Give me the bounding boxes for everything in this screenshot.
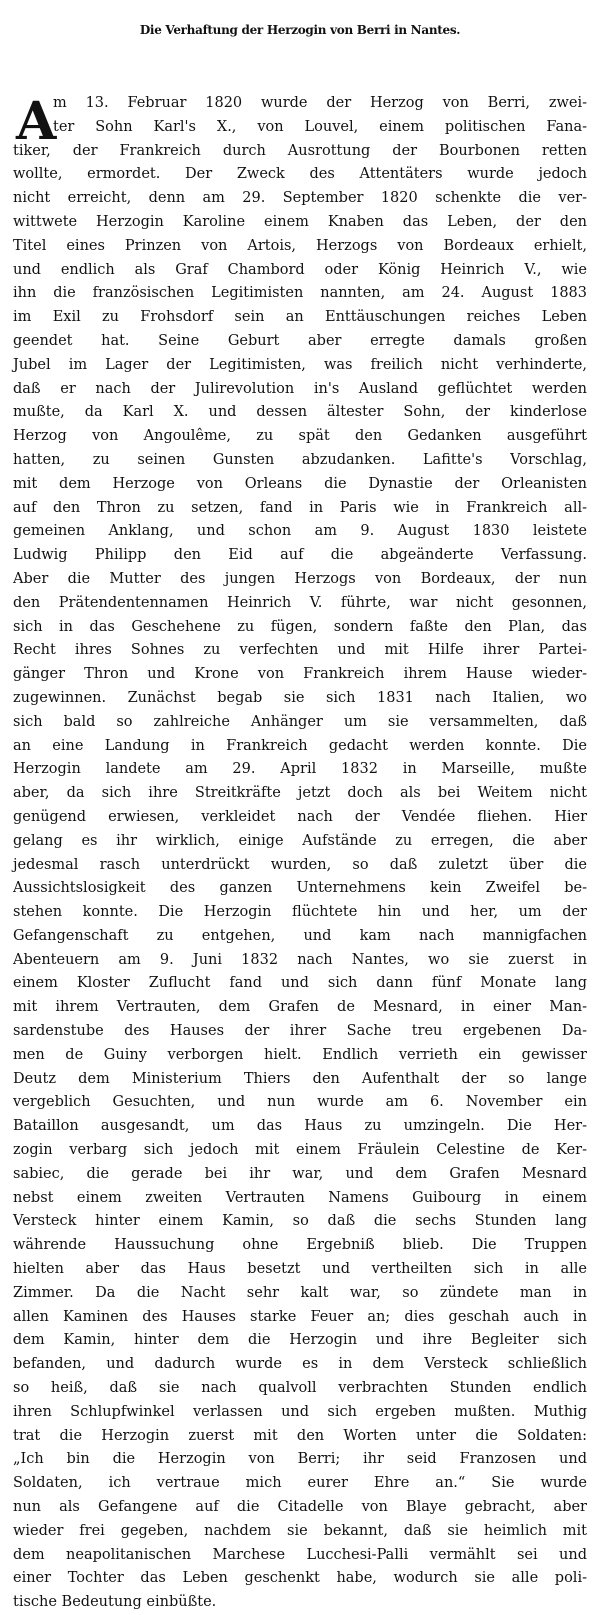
- text-line: men de Guiny verborgen hielt. Endlich verrieth ein gewisser: [13, 1046, 587, 1063]
- text-line: wollte, ermordet. Der Zweck des Attentäters wurde jedoch: [13, 166, 587, 183]
- text-line: wittwete Herzogin Karoline einem Knaben das Leben, der den: [13, 213, 587, 230]
- text-line: allen Kaminen des Hauses starke Feuer an; dies geschah auch in: [13, 1308, 587, 1325]
- text-line: daß er nach der Julirevolution in's Ausland geflüchtet werden: [13, 380, 587, 397]
- text-line: Ludwig Philipp den Eid auf die abgeänderte Verfassung.: [13, 547, 587, 564]
- text-line: Herzogin landete am 29. April 1832 in Marseille, mußte: [13, 761, 587, 778]
- text-line: einem Kloster Zuflucht fand und sich dann fünf Monate lang: [13, 975, 587, 992]
- text-line: Aber die Mutter des jungen Herzogs von Bordeaux, der nun: [13, 570, 587, 587]
- text-line: mußte, da Karl X. und dessen ältester Sohn, der kinderlose: [13, 404, 587, 421]
- text-line: zogin verbarg sich jedoch mit einem Fräulein Celestine de Ker-: [13, 1142, 587, 1159]
- text-line: so heiß, daß sie nach qualvoll verbrachten Stunden endlich: [13, 1380, 587, 1397]
- text-line: nebst einem zweiten Vertrauten Namens Guibourg in einem: [13, 1189, 587, 1206]
- text-line: dem Kamin, hinter dem die Herzogin und ihre Begleiter sich: [13, 1332, 587, 1349]
- text-line: an eine Landung in Frankreich gedacht werden konnte. Die: [13, 737, 587, 754]
- text-line: befanden, und dadurch wurde es in dem Versteck schließlich: [13, 1356, 587, 1373]
- text-line: Deutz dem Ministerium Thiers den Aufenthalt der so lange: [13, 1070, 587, 1087]
- text-line: auf den Thron zu setzen, fand in Paris wie in Frankreich all-: [13, 499, 587, 516]
- text-line: Gefangenschaft zu entgehen, und kam nach mannigfachen: [13, 927, 587, 944]
- text-line: hatten, zu seinen Gunsten abzudanken. Lafitte's Vorschlag,: [13, 451, 587, 468]
- text-line: m 13. Februar 1820 wurde der Herzog von Berri, zwei-: [53, 95, 587, 111]
- text-line: zugewinnen. Zunächst begab sie sich 1831 nach Italien, wo: [13, 689, 587, 706]
- text-line: sich bald so zahlreiche Anhänger um sie versammelten, daß: [13, 713, 587, 730]
- text-line: den Prätendentennamen Heinrich V. führte, war nicht gesonnen,: [13, 594, 587, 611]
- text-line: tiker, der Frankreich durch Ausrottung der Bourbonen retten: [13, 142, 587, 159]
- text-line: Abenteuern am 9. Juni 1832 nach Nantes, wo sie zuerst in: [13, 951, 587, 968]
- text-line: währende Haussuchung ohne Ergebniß blieb. Die Truppen: [13, 1237, 587, 1254]
- text-line: mit dem Herzoge von Orleans die Dynastie der Orleanisten: [13, 475, 587, 492]
- text-line: vergeblich Gesuchten, und nun wurde am 6. November ein: [13, 1094, 587, 1111]
- text-line: jedesmal rasch unterdrückt wurden, so daß zuletzt über die: [13, 856, 587, 873]
- text-line: sardenstube des Hauses der ihrer Sache treu ergebenen Da-: [13, 1023, 587, 1040]
- text-line: im Exil zu Frohsdorf sein an Enttäuschungen reiches Leben: [13, 309, 587, 326]
- text-line: sich in das Geschehene zu fügen, sondern faßte den Plan, das: [13, 618, 587, 635]
- text-line: gänger Thron und Krone von Frankreich ihrem Hause wieder-: [13, 666, 587, 683]
- text-line: Titel eines Prinzen von Artois, Herzogs von Bordeaux erhielt,: [13, 237, 587, 254]
- text-line: dem neapolitanischen Marchese Lucchesi-Palli vermählt sei und: [13, 1546, 587, 1563]
- article-body: [13, 92, 587, 1615]
- text-line: tische Bedeutung einbüßte.: [13, 1594, 217, 1611]
- text-line: ihn die französischen Legitimisten nannten, am 24. August 1883: [13, 285, 587, 302]
- text-line: ter Sohn Karl's X., von Louvel, einem politischen Fana-: [53, 118, 587, 135]
- text-line: „Ich bin die Herzogin von Berri; ihr seid Franzosen und: [13, 1451, 587, 1468]
- text-line: ihren Schlupfwinkel verlassen und sich ergeben mußten. Muthig: [13, 1403, 587, 1420]
- text-line: sabiec, die gerade bei ihr war, und dem Grafen Mesnard: [13, 1165, 587, 1182]
- text-line: und endlich als Graf Chambord oder König Heinrich V., wie: [13, 261, 587, 278]
- text-line: hielten aber das Haus besetzt und vertheilten sich in alle: [13, 1261, 587, 1278]
- text-line: einer Tochter das Leben geschenkt habe, wodurch sie alle poli-: [13, 1570, 587, 1587]
- text-line: gelang es ihr wirklich, einige Aufstände zu erregen, die aber: [13, 832, 587, 849]
- text-line: Bataillon ausgesandt, um das Haus zu umzingeln. Die Her-: [13, 1118, 587, 1135]
- text-line: mit ihrem Vertrauten, dem Grafen de Mesnard, in einer Man-: [13, 999, 587, 1016]
- text-line: trat die Herzogin zuerst mit den Worten unter die Soldaten:: [13, 1427, 587, 1444]
- text-line: Soldaten, ich vertraue mich eurer Ehre an.“ Sie wurde: [13, 1475, 587, 1492]
- text-line: stehen konnte. Die Herzogin flüchtete hin und her, um der: [13, 904, 587, 921]
- text-line: gemeinen Anklang, und schon am 9. August 1830 leistete: [13, 523, 587, 540]
- text-line: aber, da sich ihre Streitkräfte jetzt doch als bei Weitem nicht: [13, 785, 587, 802]
- text-line: wieder frei gegeben, nachdem sie bekannt, daß sie heimlich mit: [13, 1522, 587, 1539]
- text-line: Recht ihres Sohnes zu verfechten und mit Hilfe ihrer Partei-: [13, 642, 587, 659]
- text-line: Jubel im Lager der Legitimisten, was freilich nicht verhinderte,: [13, 356, 587, 373]
- text-line: genügend erwiesen, verkleidet nach der Vendée fliehen. Hier: [13, 808, 587, 825]
- text-line: nun als Gefangene auf die Citadelle von Blaye gebracht, aber: [13, 1499, 587, 1516]
- text-line: Herzog von Angoulême, zu spät den Gedanken ausgeführt: [13, 428, 587, 445]
- drop-cap: A: [16, 91, 57, 152]
- text-line: Versteck hinter einem Kamin, so daß die sechs Stunden lang: [13, 1213, 587, 1230]
- text-line: geendet hat. Seine Geburt aber erregte damals großen: [13, 332, 587, 349]
- article-title: Die Verhaftung der Herzogin von Berri in Nantes.: [139, 23, 461, 37]
- text-line: Aussichtslosigkeit des ganzen Unternehmens kein Zweifel be-: [13, 880, 587, 897]
- text-line: Zimmer. Da die Nacht sehr kalt war, so zündete man in: [13, 1284, 587, 1301]
- text-line: nicht erreicht, denn am 29. September 1820 schenkte die ver-: [13, 190, 587, 207]
